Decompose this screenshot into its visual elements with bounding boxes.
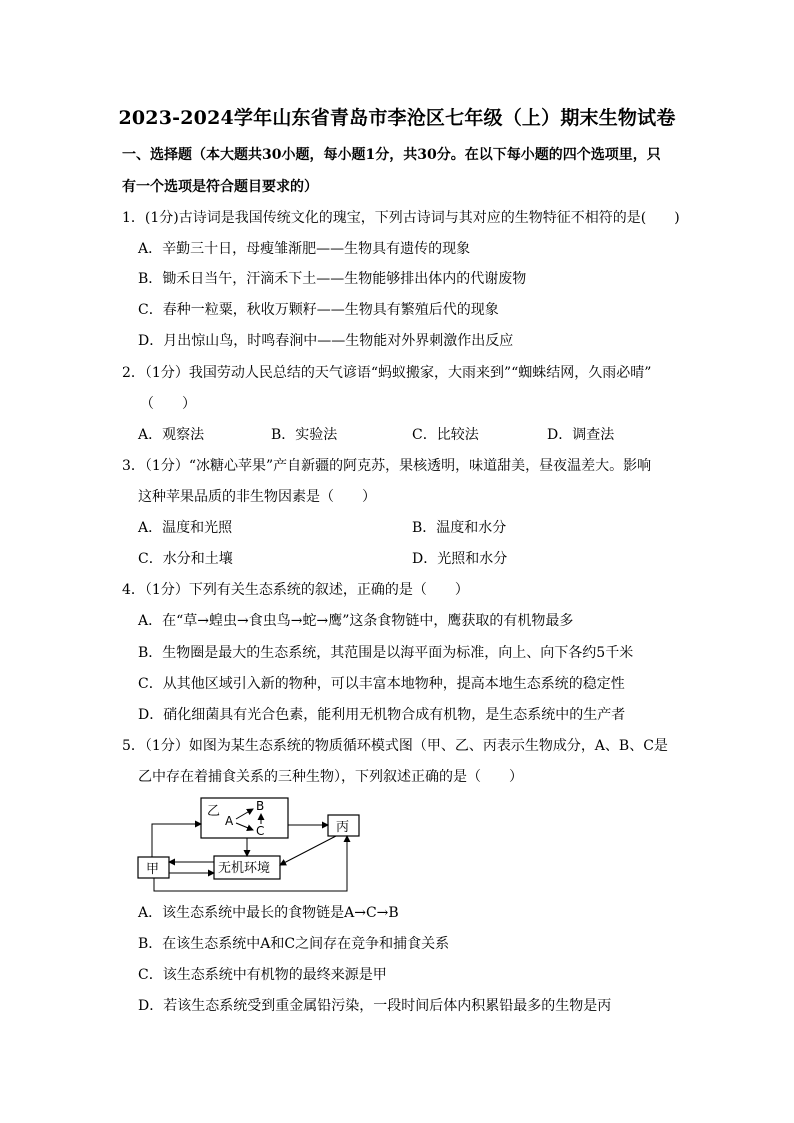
question-4-option-a[interactable]: A．在“草→蝗虫→食虫鸟→蛇→鹰”这条食物链中，鹰获取的有机物最多 (138, 613, 574, 629)
section-heading-line1: 一、选择题（本大题共30小题，每小题1分，共30分。在以下每小题的四个选项里，只 (122, 147, 661, 163)
question-2-option-b[interactable]: B．实验法 (271, 427, 338, 443)
question-5-option-c[interactable]: C．该生态系统中有机物的最终来源是甲 (138, 967, 387, 983)
question-5-option-d[interactable]: D．若该生态系统受到重金属铅污染，一段时间后体内积累铅最多的生物是丙 (138, 998, 612, 1014)
question-3-option-c[interactable]: C．水分和土壤 (138, 551, 233, 567)
question-4-stem: 4．（1分）下列有关生态系统的叙述，正确的是（ ） (122, 582, 469, 598)
question-3-stem: 3．（1分）“冰糖心苹果”产自新疆的阿克苏，果核透明，味道甜美，昼夜温差大。影响 (122, 458, 652, 474)
question-5-option-a[interactable]: A．该生态系统中最长的食物链是A→C→B (138, 905, 399, 921)
question-2-stem: 2．（1分）我国劳动人民总结的天气谚语“蚂蚁搬家，大雨来到”“蜘蛛结网，久雨必晴” (122, 365, 652, 381)
question-5-stem: 5．（1分）如图为某生态系统的物质循环模式图（甲、乙、丙表示生物成分，A、B、C是 (122, 738, 668, 754)
arrow-bing-to-env (280, 836, 336, 865)
question-2-stem-line2: （ ） (140, 396, 196, 412)
question-1-option-c[interactable]: C．春种一粒粟，秋收万颗籽——生物具有繁殖后代的现象 (138, 302, 499, 318)
label-jia: 甲 (146, 862, 160, 877)
question-3-option-a[interactable]: A．温度和光照 (138, 520, 233, 536)
label-a: A (225, 814, 234, 828)
question-2-option-c[interactable]: C．比较法 (412, 427, 479, 443)
label-env: 无机环境 (218, 861, 271, 876)
arrow-jia-to-yi (152, 824, 201, 857)
label-b: B (256, 799, 265, 813)
label-yi: 乙 (207, 804, 221, 819)
question-4-option-d[interactable]: D．硝化细菌具有光合色素，能利用无机物合成有机物，是生态系统中的生产者 (138, 707, 626, 723)
question-5-option-b[interactable]: B．在该生态系统中A和C之间存在竞争和捕食关系 (138, 936, 450, 952)
question-2-option-d[interactable]: D．调查法 (547, 427, 615, 443)
material-cycle-diagram (130, 790, 370, 896)
question-2-option-a[interactable]: A．观察法 (138, 427, 205, 443)
question-1-option-b[interactable]: B．锄禾日当午，汗滴禾下土——生物能够排出体内的代谢废物 (138, 271, 527, 287)
page-title: 2023-2024学年山东省青岛市李沧区七年级（上）期末生物试卷 (118, 107, 676, 129)
question-3-stem-line2: 这种苹果品质的非生物因素是（ ） (138, 489, 376, 505)
question-3-option-b[interactable]: B．温度和水分 (412, 520, 507, 536)
question-5-stem-line2: 乙中存在着捕食关系的三种生物），下列叙述正确的是（ ） (138, 769, 523, 785)
question-1-option-d[interactable]: D．月出惊山鸟，时鸣春涧中——生物能对外界刺激作出反应 (138, 333, 514, 349)
label-bing: 丙 (336, 820, 350, 835)
question-4-option-b[interactable]: B．生物圈是最大的生态系统，其范围是以海平面为标准，向上、向下各约5千米 (138, 645, 634, 661)
question-4-option-c[interactable]: C．从其他区域引入新的物种，可以丰富本地物种，提高本地生态系统的稳定性 (138, 676, 625, 692)
question-1-option-a[interactable]: A．辛勤三十日，母瘦雏渐肥——生物具有遗传的现象 (138, 241, 471, 257)
question-1-stem: 1．(1分)古诗词是我国传统文化的瑰宝，下列古诗词与其对应的生物特征不相符的是( ) (122, 210, 680, 226)
question-3-option-d[interactable]: D．光照和水分 (412, 551, 508, 567)
section-heading-line2: 有一个选项是符合题目要求的） (122, 179, 318, 195)
label-c: C (256, 824, 265, 838)
